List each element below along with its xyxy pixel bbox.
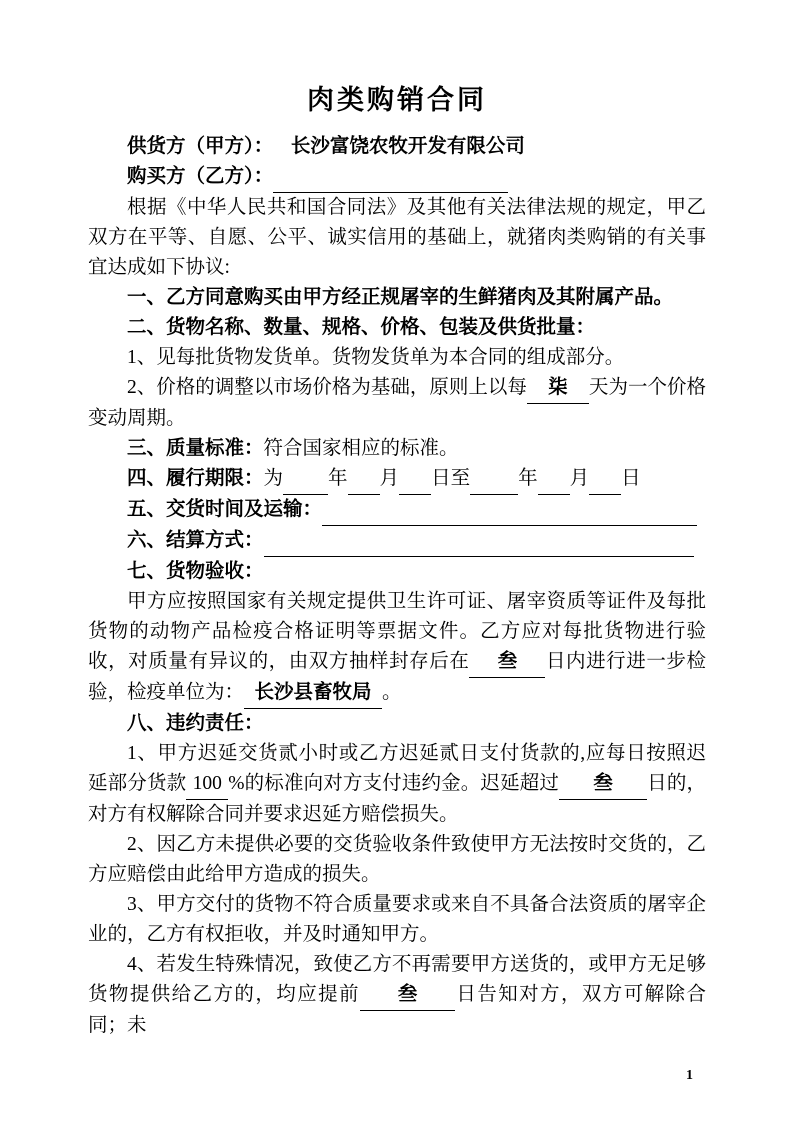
text-run: 为 — [263, 468, 284, 489]
blank-field — [264, 526, 694, 557]
text-run: 1、见每批货物发货单。货物发货单为本合同的组成部分。 — [127, 347, 625, 368]
text-run: 购买方（乙方）： — [127, 166, 274, 187]
section-1 — [88, 283, 706, 313]
text-run: 日的，对方有权解除合同并要求迟延方赔偿损失。 — [88, 773, 706, 825]
section-8-item-4 — [88, 950, 706, 1041]
blank-field — [283, 464, 328, 495]
section-8-item-2 — [88, 830, 706, 890]
blank-field — [273, 162, 508, 193]
section-8 — [88, 709, 706, 739]
blank-field — [322, 495, 697, 526]
document-body — [88, 132, 706, 1041]
text-run: 长沙富饶农牧开发有限公司 — [290, 136, 525, 157]
section-2-item-2 — [88, 373, 706, 434]
text-run: 日告知对方，双方可解除合同；未 — [88, 984, 706, 1036]
text-run: 天为一个价格变动周期。 — [88, 377, 706, 429]
text-run: 月 — [379, 468, 400, 489]
section-8-item-1 — [88, 739, 706, 830]
text-run: %的标准向对方支付违约金。迟延超过 — [228, 773, 560, 794]
text-run: 。 — [382, 682, 402, 703]
text-run: 五、交货时间及运输： — [127, 499, 323, 520]
document-title: 肉类购销合同 — [307, 85, 487, 115]
blank-field — [348, 464, 380, 495]
section-3 — [88, 434, 706, 464]
preamble — [88, 193, 706, 283]
text-run: 2、价格的调整以市场价格为基础，原则上以每 — [127, 377, 527, 398]
text-run: 2、因乙方未提供必要的交货验收条件致使甲方无法按时交货的，乙方应赔偿由此给甲方造成的损失。 — [88, 834, 706, 885]
text-run: 3、甲方交付的货物不符合质量要求或来自不具备合法资质的屠宰企业的，乙方有权拒收，并及时通知甲方。 — [88, 894, 706, 945]
text-run: 七、货物验收： — [127, 561, 264, 582]
section-5 — [88, 495, 706, 526]
text-run: 三、质量标准： — [127, 438, 264, 459]
text-run: 日至 — [431, 468, 471, 489]
filled-blank-field: 叁 — [559, 769, 647, 800]
text-run: 年 — [518, 468, 538, 489]
blank-field — [589, 464, 621, 495]
text-run: 4、若发生特殊情况，致使乙方不再需要甲方送货的，或甲方无足够货物提供给乙方的，均应提前 — [88, 954, 706, 1005]
text-run: 六、结算方式： — [127, 530, 264, 551]
section-7 — [88, 557, 706, 587]
text-run: 二、货物名称、数量、规格、价格、包装及供货批量： — [127, 317, 596, 338]
filled-blank-field: 叁 — [360, 980, 455, 1011]
filled-blank-field: 100 — [186, 769, 228, 800]
text-run: 根据《中华人民共和国合同法》及其他有关法律法规的规定，甲乙双方在平等、自愿、公平、诚实信用的基础上，就猪肉类购销的有关事宜达成如下协议: — [88, 197, 706, 278]
text-run: 1、甲方迟延交货贰小时或乙方迟延贰日支付货款的,应每日按照迟延部分货款 — [88, 743, 706, 794]
text-run: 供货方（甲方）： — [127, 136, 274, 157]
filled-blank-field: 柒 — [527, 373, 589, 404]
text-run: 日 — [621, 468, 641, 489]
text-run: 八、违约责任： — [127, 713, 264, 734]
party-supplier-line — [88, 132, 706, 162]
section-8-item-3 — [88, 890, 706, 950]
section-6 — [88, 526, 706, 557]
section-4 — [88, 464, 706, 495]
party-buyer-line — [88, 162, 706, 193]
section-7-body — [88, 587, 706, 709]
page-number: 1 — [686, 1068, 693, 1083]
text-run: 四、履行期限： — [127, 468, 264, 489]
text-run: 一、乙方同意购买由甲方经正规屠宰的生鲜猪肉及其附属产品。 — [127, 287, 674, 308]
filled-blank-field: 长沙县畜牧局 — [244, 678, 382, 709]
blank-field — [538, 464, 570, 495]
filled-blank-field: 叁 — [469, 647, 545, 678]
document-content — [88, 82, 706, 1041]
text-run: 年 — [328, 468, 348, 489]
text-run: 日内进行进一步检验，检疫单位为： — [88, 651, 706, 703]
text-run: 符合国家相应的标准。 — [263, 438, 459, 459]
section-2 — [88, 313, 706, 343]
blank-field — [470, 464, 518, 495]
blank-field — [399, 464, 431, 495]
section-2-item-1 — [88, 343, 706, 373]
text-run: 月 — [569, 468, 590, 489]
text-run: 甲方应按照国家有关规定提供卫生许可证、屠宰资质等证件及每批货物的动物产品检疫合格证明等票据文件。乙方应对每批货物进行验收，对质量有异议的，由双方抽样封存后在 — [88, 591, 706, 672]
